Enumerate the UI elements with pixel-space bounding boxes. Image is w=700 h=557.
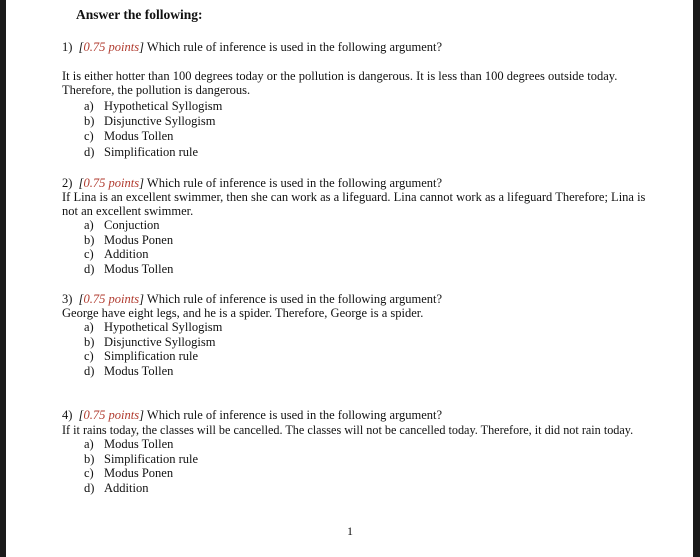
question-1-option-b[interactable]: b) Disjunctive Syllogism <box>84 114 216 128</box>
question-4-option-c[interactable]: c) Modus Ponen <box>84 466 174 480</box>
question-3-option-c[interactable]: c) Simplification rule <box>84 349 199 363</box>
question-4-option-a[interactable]: a) Modus Tollen <box>84 437 174 451</box>
question-2-header <box>62 176 442 191</box>
question-1-option-a[interactable]: a) Hypothetical Syllogism <box>84 99 223 113</box>
question-4-option-b[interactable]: b) Simplification rule <box>84 452 199 466</box>
question-number: 3) <box>62 292 73 306</box>
question-3-option-d[interactable]: d) Modus Tollen <box>84 364 174 378</box>
question-3-option-b[interactable]: b) Disjunctive Syllogism <box>84 335 216 349</box>
question-1-header <box>62 40 442 55</box>
question-3-header <box>62 292 442 307</box>
question-2-argument: If Lina is an excellent swimmer, then she can work as a lifeguard. Lina cannot work as a lifeguard Therefore; Lina is not an excellent swimmer. <box>62 190 646 218</box>
page-number: 1 <box>347 524 353 538</box>
question-1-argument: It is either hotter than 100 degrees today or the pollution is dangerous. It is less than 100 degrees outside today. Therefore, the pollution is dangerous. <box>62 69 618 97</box>
page-heading: Answer the following: <box>76 7 203 22</box>
question-number: 4) <box>62 408 73 422</box>
question-prompt: Which rule of inference is used in the following argument? <box>146 292 443 306</box>
question-4-header <box>62 408 442 423</box>
question-points: [0.75 points] <box>78 292 144 306</box>
question-4-argument: If it rains today, the classes will be cancelled. The classes will not be cancelled today. Therefore, it did not rain today. <box>62 423 634 437</box>
question-1-option-c[interactable]: c) Modus Tollen <box>84 129 174 143</box>
question-points: [0.75 points] <box>78 40 144 54</box>
question-2-option-b[interactable]: b) Modus Ponen <box>84 233 174 247</box>
question-points: [0.75 points] <box>78 408 144 422</box>
question-prompt: Which rule of inference is used in the following argument? <box>146 40 443 54</box>
question-number: 1) <box>62 40 73 54</box>
left-edge <box>0 0 6 557</box>
question-2-option-d[interactable]: d) Modus Tollen <box>84 262 174 276</box>
question-number: 2) <box>62 176 73 190</box>
question-prompt: Which rule of inference is used in the following argument? <box>146 408 443 422</box>
question-2-option-a[interactable]: a) Conjuction <box>84 218 160 232</box>
question-4-option-d[interactable]: d) Addition <box>84 481 149 495</box>
question-2-option-c[interactable]: c) Addition <box>84 247 149 261</box>
question-1-option-d[interactable]: d) Simplification rule <box>84 145 199 159</box>
right-edge <box>693 0 700 557</box>
question-points: [0.75 points] <box>78 176 144 190</box>
question-prompt: Which rule of inference is used in the following argument? <box>146 176 443 190</box>
question-3-argument: George have eight legs, and he is a spider. Therefore, George is a spider. <box>62 306 424 320</box>
question-3-option-a[interactable]: a) Hypothetical Syllogism <box>84 320 223 334</box>
